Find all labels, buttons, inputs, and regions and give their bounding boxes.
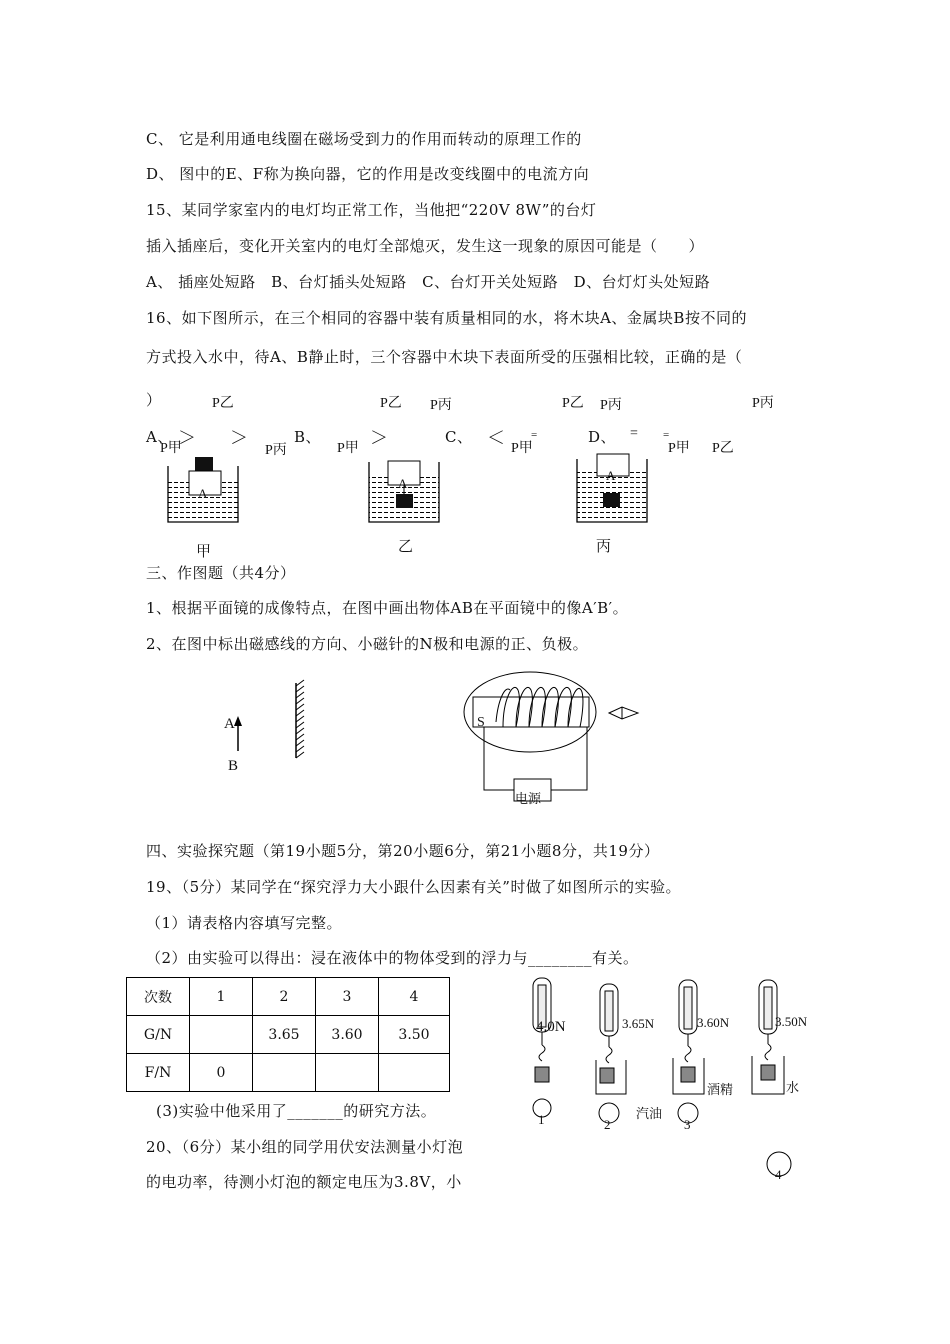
- option-c-line: C、 它是利用通电线圈在磁场受到力的作用而转动的原理工作的: [146, 130, 582, 148]
- liquid-label-alcohol: 酒精: [707, 1083, 734, 1098]
- container-bing-label: 丙: [596, 539, 612, 555]
- liquid-label-water: 水: [786, 1081, 800, 1096]
- question-19-part1: （1）请表格内容填写完整。: [146, 914, 343, 932]
- container-bing: [577, 454, 647, 522]
- reading-label-2: 3.65N: [622, 1016, 655, 1031]
- pole-s-label: S: [477, 715, 485, 730]
- number-label-1: 1: [538, 1112, 545, 1127]
- p-bing-label: P丙: [752, 396, 774, 411]
- liquid-label-gasoline: 汽油: [636, 1107, 663, 1122]
- question-16-line2: 方式投入水中，待A、B静止时，三个容器中木块下表面所受的压强相比较，正确的是（: [146, 348, 743, 366]
- p-jia-label: P甲: [668, 441, 690, 456]
- gt-sign: ＞: [370, 428, 388, 448]
- question-20-line2: 的电功率，待测小灯泡的额定电压为3.8V，小: [146, 1173, 462, 1191]
- section-4-heading: 四、实验探究题（第19小题5分，第20小题6分，第21小题8分，共19分）: [146, 842, 660, 860]
- question-15-line1: 15、某同学家室内的电灯均正常工作，当他把“220V 8W”的台灯: [146, 201, 597, 219]
- spring-scale-1: [533, 978, 551, 1117]
- reading-label-3: 3.60N: [697, 1015, 730, 1030]
- table-cell: 3: [316, 978, 379, 1016]
- table-cell: 次数: [127, 978, 190, 1016]
- table-cell: 4: [379, 978, 450, 1016]
- spring-scale-2: [596, 984, 626, 1123]
- solenoid-figure: [464, 672, 638, 801]
- table-cell[interactable]: [253, 1054, 316, 1092]
- buoyancy-table: [126, 977, 450, 1092]
- p-bing-label: P丙: [600, 398, 622, 413]
- spring-scales: [533, 978, 791, 1176]
- question-20-line1: 20、（6分）某小组的同学用伏安法测量小灯泡: [146, 1138, 464, 1156]
- spring-scale-3: [673, 980, 704, 1123]
- table-cell: 2: [253, 978, 316, 1016]
- table-cell: G/N: [127, 1016, 190, 1054]
- option-b-mark: B、: [294, 428, 322, 446]
- drawing-q1: 1、根据平面镜的成像特点，在图中画出物体AB在平面镜中的像A′B′。: [146, 599, 629, 617]
- p-bing-label: P丙: [430, 398, 452, 413]
- question-19-part2: （2）由实验可以得出：浸在液体中的物体受到的浮力与________有关。: [146, 949, 639, 967]
- table-row: [127, 978, 450, 1016]
- option-a-mark: A、: [146, 428, 173, 446]
- eq-sign: =: [663, 429, 670, 441]
- table-cell: 0: [190, 1054, 253, 1092]
- p-yi-label: P乙: [562, 396, 584, 411]
- gt-sign: ＞: [178, 428, 196, 448]
- table-cell[interactable]: [316, 1054, 379, 1092]
- question-19: 19、（5分）某同学在“探究浮力大小跟什么因素有关”时做了如图所示的实验。: [146, 878, 681, 896]
- lt-sign: ＜: [487, 428, 505, 448]
- p-yi-label: P乙: [380, 396, 402, 411]
- reading-label-4: 3.50N: [775, 1014, 808, 1029]
- section-3-heading: 三、作图题（共4分）: [146, 564, 296, 582]
- eq-sign: =: [531, 429, 538, 441]
- container-yi-label: 乙: [398, 539, 414, 555]
- p-jia-label: P甲: [511, 441, 533, 456]
- table-cell: 1: [190, 978, 253, 1016]
- option-c-mark: C、: [445, 428, 473, 446]
- option-d-mark: D、: [588, 428, 617, 446]
- p-yi-label: P乙: [712, 441, 734, 456]
- question-16-line1: 16、如下图所示，在三个相同的容器中装有质量相同的水，将木块A、金属块B按不同的: [146, 309, 747, 327]
- table-row: [127, 1054, 450, 1092]
- reading-label-1: 4.0N: [536, 1019, 566, 1035]
- table-cell: 3.65: [253, 1016, 316, 1054]
- power-source-label: 电源: [515, 792, 542, 807]
- drawing-q2: 2、在图中标出磁感线的方向、小磁针的N极和电源的正、负极。: [146, 635, 589, 653]
- number-label-3: 3: [684, 1117, 691, 1132]
- question-15-options: A、 插座处短路 B、台灯插头处短路 C、台灯开关处短路 D、台灯灯头处短路: [146, 273, 711, 291]
- block-a-label: A: [606, 468, 616, 483]
- table-row: [127, 1016, 450, 1054]
- table-cell: 3.60: [316, 1016, 379, 1054]
- table-cell[interactable]: [379, 1054, 450, 1092]
- table-cell: 3.50: [379, 1016, 450, 1054]
- table-cell[interactable]: [190, 1016, 253, 1054]
- option-d-line: D、 图中的E、F称为换向器，它的作用是改变线圈中的电流方向: [146, 165, 590, 183]
- eq-sign: =: [630, 426, 638, 441]
- point-b-label: B: [228, 758, 239, 774]
- container-jia-label: 甲: [196, 544, 212, 560]
- p-bing-label: P丙: [265, 443, 287, 458]
- block-a-label: A: [398, 476, 408, 491]
- p-jia-label: P甲: [160, 441, 182, 456]
- number-label-4: 4: [775, 1167, 782, 1182]
- table-cell: F/N: [127, 1054, 190, 1092]
- p-jia-label: P甲: [337, 441, 359, 456]
- block-a-label: A: [198, 486, 208, 501]
- point-a-label: A: [224, 716, 235, 732]
- gt-sign: ＞: [230, 428, 248, 448]
- question-19-part3: (3)实验中他采用了_______的研究方法。: [156, 1102, 437, 1120]
- q16-close-paren: ）: [146, 391, 162, 409]
- p-yi-label: P乙: [212, 396, 234, 411]
- question-15-line2: 插入插座后，变化开关室内的电灯全部熄灭，发生这一现象的原因可能是（ ）: [146, 237, 705, 255]
- number-label-2: 2: [604, 1117, 611, 1132]
- mirror-figure: [234, 680, 304, 758]
